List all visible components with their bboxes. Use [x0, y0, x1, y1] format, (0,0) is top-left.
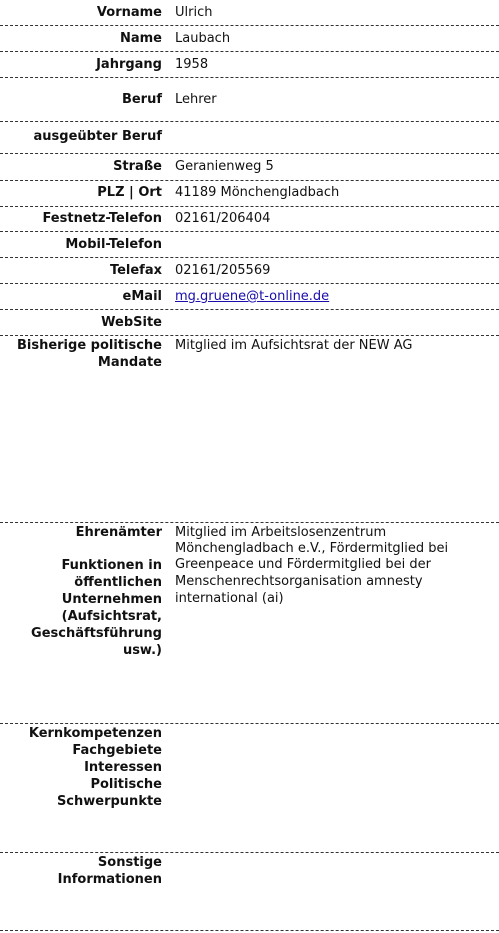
separator [0, 930, 499, 931]
jahrgang-value: 1958 [175, 57, 209, 72]
festnetz-telefon-value: 02161/206404 [175, 211, 271, 226]
telefax-label: Telefax [109, 263, 162, 278]
funktionen-label-line: Geschäftsführung [31, 626, 162, 641]
separator [0, 231, 499, 232]
separator [0, 335, 499, 336]
strasse-value: Geranienweg 5 [175, 159, 274, 174]
name-value: Laubach [175, 31, 231, 46]
ehrenamter-value-line: Greenpeace und Fördermitglied bei der [175, 557, 431, 572]
strasse-label: Straße [113, 159, 162, 174]
funktionen-label-line: (Aufsichtsrat, [61, 609, 162, 624]
jahrgang-label: Jahrgang [96, 57, 162, 72]
funktionen-label-line: öffentlichen [74, 575, 162, 590]
kompetenzen-label-line: Schwerpunkte [56, 794, 162, 809]
separator [0, 522, 499, 523]
separator [0, 121, 499, 122]
mandate-value: Mitglied im Aufsichtsrat der NEW AG [175, 338, 413, 353]
sonstige-label-line: Sonstige [97, 855, 162, 870]
separator [0, 257, 499, 258]
kompetenzen-label-line: Fachgebiete [72, 743, 162, 758]
ehrenamter-value-line: Mitglied im Arbeitslosenzentrum [175, 525, 387, 540]
kompetenzen-label-line: Politische [90, 777, 162, 792]
email-link[interactable]: mg.gruene@t-online.de [175, 289, 330, 304]
mandate-label-line1: Bisherige politische [16, 338, 162, 353]
separator [0, 25, 499, 26]
funktionen-label-line: Funktionen in [61, 558, 162, 573]
separator [0, 283, 499, 284]
vorname-label: Vorname [96, 5, 162, 20]
separator [0, 180, 499, 181]
separator [0, 723, 499, 724]
separator [0, 153, 499, 154]
vorname-value: Ulrich [175, 5, 213, 20]
email-label: eMail [122, 289, 162, 304]
beruf-value: Lehrer [175, 92, 217, 107]
ehrenamter-value-line: Menschenrechtsorganisation amnesty [175, 574, 423, 589]
ausgeubter-beruf-label: ausgeübter Beruf [33, 129, 162, 144]
plz-ort-label: PLZ | Ort [97, 185, 162, 200]
ehrenamter-label: Ehrenämter [75, 525, 162, 540]
mandate-label-line2: Mandate [97, 355, 162, 370]
ehrenamter-value-line: Mönchengladbach e.V., Fördermitglied bei [175, 541, 449, 556]
website-label: WebSite [101, 315, 162, 330]
kompetenzen-label-line: Kernkompetenzen [28, 726, 162, 741]
plz-ort-value: 41189 Mönchengladbach [175, 185, 340, 200]
kompetenzen-label-line: Interessen [84, 760, 162, 775]
mobil-telefon-label: Mobil-Telefon [65, 237, 162, 252]
funktionen-label-line: usw.) [122, 643, 162, 658]
separator [0, 77, 499, 78]
beruf-label: Beruf [121, 92, 162, 107]
ehrenamter-value-line: international (ai) [175, 591, 284, 606]
telefax-value: 02161/205569 [175, 263, 271, 278]
funktionen-label-line: Unternehmen [61, 592, 162, 607]
separator [0, 51, 499, 52]
separator [0, 206, 499, 207]
festnetz-telefon-label: Festnetz-Telefon [42, 211, 162, 226]
sonstige-label-line: Informationen [57, 872, 162, 887]
separator [0, 309, 499, 310]
separator [0, 852, 499, 853]
name-label: Name [119, 31, 162, 46]
